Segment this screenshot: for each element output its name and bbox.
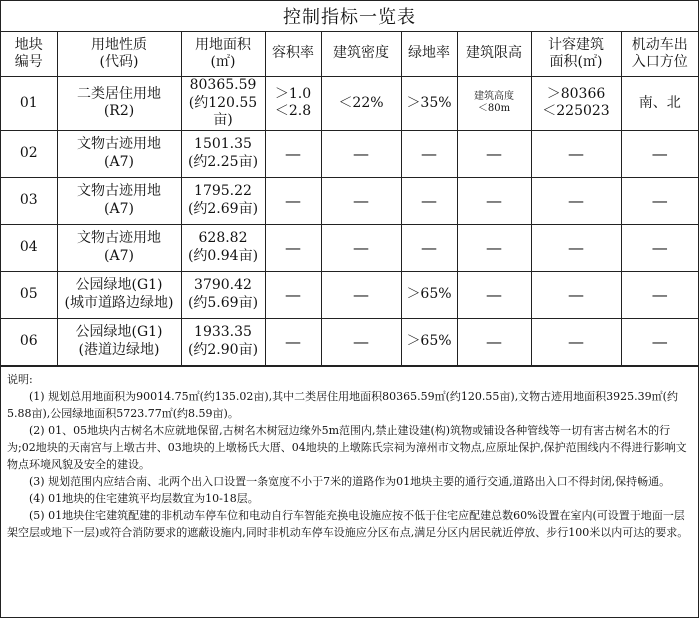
cell-vehicle-entry: — xyxy=(621,224,698,271)
cell-vehicle-entry: — xyxy=(621,318,698,365)
cell-density: — xyxy=(321,318,401,365)
cell-vehicle-entry: — xyxy=(621,271,698,318)
header-far: 容积率 xyxy=(265,32,321,77)
table-row xyxy=(1,271,698,318)
cell-gfa: — xyxy=(531,318,621,365)
header-plot-number: 地块 编号 xyxy=(1,32,57,77)
cell-vehicle-entry: — xyxy=(621,130,698,177)
cell-green-ratio: ＞65% xyxy=(401,271,457,318)
header-land-use: 用地性质 (代码) xyxy=(57,32,181,77)
notes-section xyxy=(1,366,698,541)
header-green-ratio: 绿地率 xyxy=(401,32,457,77)
cell-land-use: 公园绿地(G1) (城市道路边绿地) xyxy=(57,271,181,318)
cell-plot-number: 02 xyxy=(1,130,57,177)
cell-density: — xyxy=(321,224,401,271)
cell-height-limit: — xyxy=(457,318,531,365)
cell-far: — xyxy=(265,224,321,271)
cell-green-ratio: ＞65% xyxy=(401,318,457,365)
cell-land-use: 文物古迹用地 (A7) xyxy=(57,177,181,224)
cell-far: — xyxy=(265,130,321,177)
cell-height-limit: 建筑高度 ＜80m xyxy=(457,77,531,131)
cell-green-ratio: ＞35% xyxy=(401,77,457,131)
cell-land-area: 628.82 (约0.94亩) xyxy=(181,224,265,271)
cell-land-use: 文物古迹用地 (A7) xyxy=(57,130,181,177)
cell-land-use: 公园绿地(G1) (港道边绿地) xyxy=(57,318,181,365)
cell-gfa: — xyxy=(531,271,621,318)
cell-height-limit: — xyxy=(457,271,531,318)
cell-plot-number: 01 xyxy=(1,77,57,131)
table-row xyxy=(1,318,698,365)
table-row xyxy=(1,130,698,177)
cell-density: ＜22% xyxy=(321,77,401,131)
header-vehicle-entry: 机动车出 入口方位 xyxy=(621,32,698,77)
cell-land-area: 1501.35 (约2.25亩) xyxy=(181,130,265,177)
cell-plot-number: 04 xyxy=(1,224,57,271)
table-title: 控制指标一览表 xyxy=(1,1,698,32)
note-item: (1) 规划总用地面积为90014.75㎡(约135.02亩),其中二类居住用地面积80365.59㎡(约120.55亩),文物古迹用地面积3925.39㎡(约5.88亩),公园绿地面积5723.77㎡(约8.59亩)。 xyxy=(7,389,678,420)
cell-land-use: 二类居住用地 (R2) xyxy=(57,77,181,131)
cell-far: ＞1.0 ＜2.8 xyxy=(265,77,321,131)
cell-height-limit: — xyxy=(457,130,531,177)
cell-gfa: ＞80366 ＜225023 xyxy=(531,77,621,131)
header-height-limit: 建筑限高 xyxy=(457,32,531,77)
cell-green-ratio: — xyxy=(401,130,457,177)
header-row xyxy=(1,32,698,77)
cell-density: — xyxy=(321,271,401,318)
note-item: (5) 01地块住宅建筑配建的非机动车停车位和电动自行车智能充换电设施应按不低于住宅应配建总数60%设置在室内(可设置于地面一层架空层或地下一层)或符合消防要求的遮蔽设施内,同时非机动车停车设施应分区布点,满足分区内居民就近停放、步行100米以内可达的要求。 xyxy=(7,508,689,539)
cell-land-area: 3790.42 (约5.69亩) xyxy=(181,271,265,318)
cell-gfa: — xyxy=(531,224,621,271)
notes-label: 说明: xyxy=(7,372,33,386)
note-item: (2) 01、05地块内古树名木应就地保留,古树名木树冠边缘外5m范围内,禁止建设建(构)筑物或铺设各种管线等一切有害古树名木的行为;02地块的天南宫与上墩古井、03地块的上墩杨氏大厝、04地块的上墩陈氏宗祠为漳州市文物点,应原址保护,保护范围线内不得进行影响文物点环境风貌及安全的建设。 xyxy=(7,423,687,471)
cell-density: — xyxy=(321,177,401,224)
cell-gfa: — xyxy=(531,177,621,224)
cell-far: — xyxy=(265,271,321,318)
table-row xyxy=(1,177,698,224)
cell-green-ratio: — xyxy=(401,177,457,224)
header-land-area: 用地面积 (㎡) xyxy=(181,32,265,77)
table-row xyxy=(1,77,698,131)
cell-vehicle-entry: 南、北 xyxy=(621,77,698,131)
cell-plot-number: 05 xyxy=(1,271,57,318)
cell-plot-number: 06 xyxy=(1,318,57,365)
note-item: (3) 规划范围内应结合南、北两个出入口设置一条宽度不小于7米的道路作为01地块主要的通行交通,道路出入口不得封闭,保持畅通。 xyxy=(29,474,671,488)
cell-land-area: 80365.59 (约120.55亩) xyxy=(181,77,265,131)
header-density: 建筑密度 xyxy=(321,32,401,77)
cell-height-limit: — xyxy=(457,177,531,224)
cell-plot-number: 03 xyxy=(1,177,57,224)
cell-vehicle-entry: — xyxy=(621,177,698,224)
cell-far: — xyxy=(265,177,321,224)
control-index-table xyxy=(1,32,698,366)
cell-far: — xyxy=(265,318,321,365)
cell-gfa: — xyxy=(531,130,621,177)
table-row xyxy=(1,224,698,271)
cell-green-ratio: — xyxy=(401,224,457,271)
cell-land-use: 文物古迹用地 (A7) xyxy=(57,224,181,271)
note-item: (4) 01地块的住宅建筑平均层数宜为10-18层。 xyxy=(29,491,259,505)
cell-height-limit: — xyxy=(457,224,531,271)
cell-land-area: 1933.35 (约2.90亩) xyxy=(181,318,265,365)
cell-density: — xyxy=(321,130,401,177)
header-gfa: 计容建筑 面积(㎡) xyxy=(531,32,621,77)
cell-land-area: 1795.22 (约2.69亩) xyxy=(181,177,265,224)
